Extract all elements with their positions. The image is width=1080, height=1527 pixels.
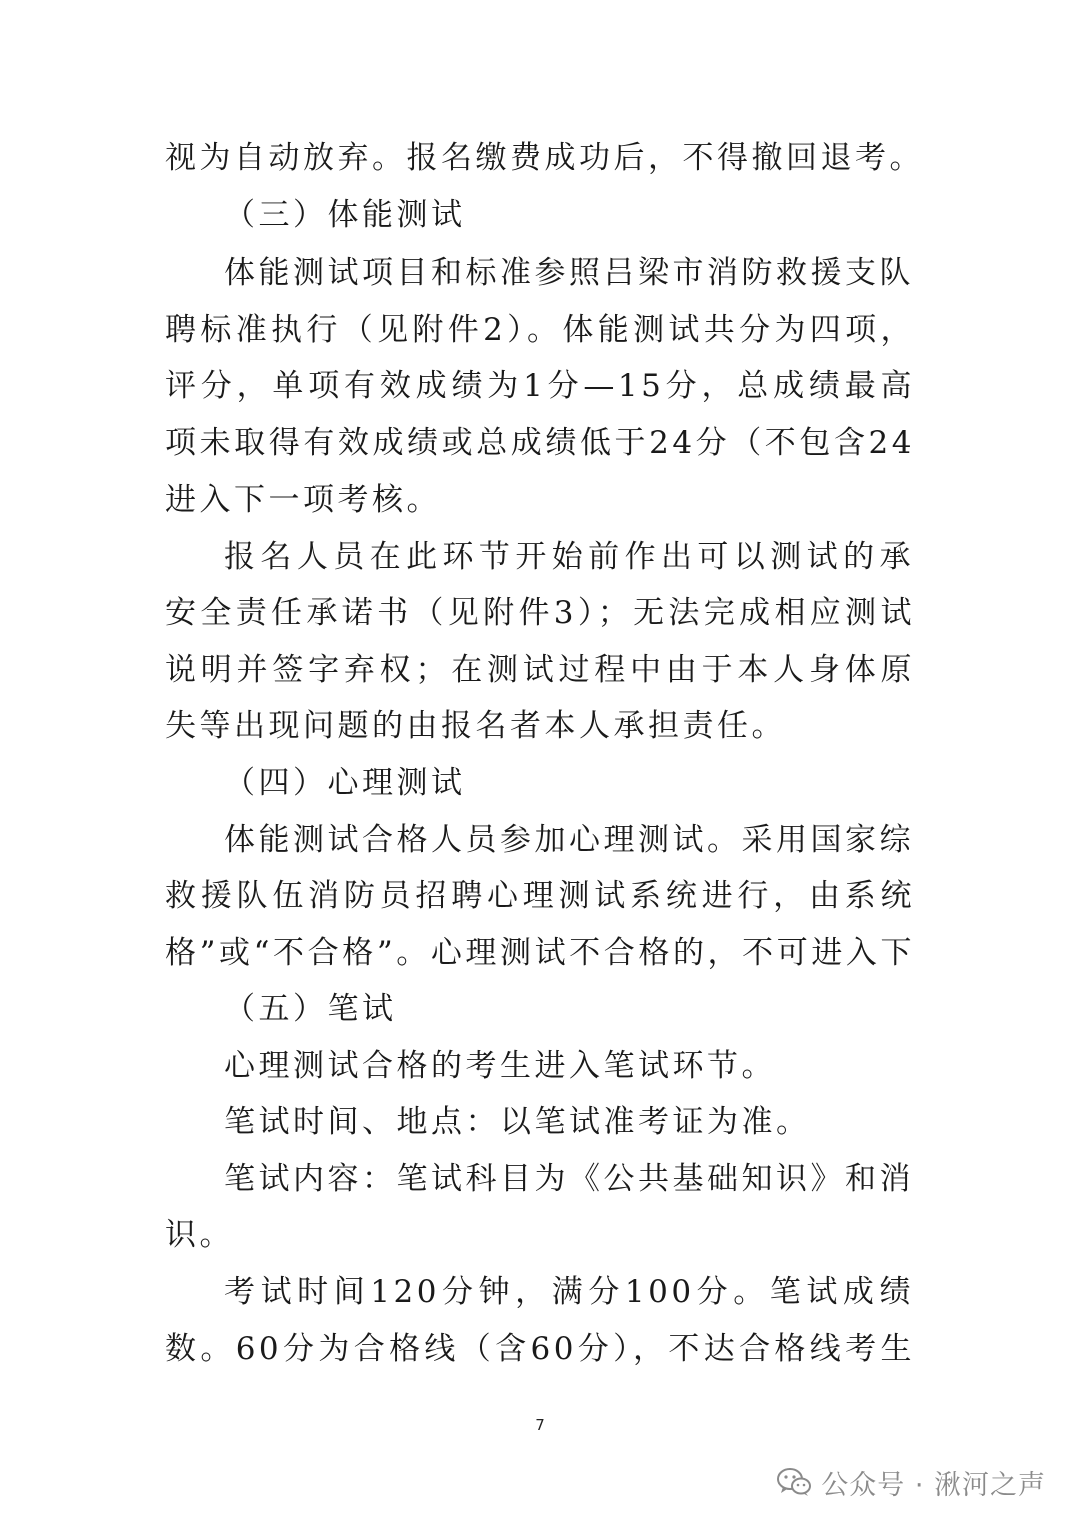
text-line: 考试时间120分钟，满分100分。笔试成绩	[224, 1274, 914, 1310]
text-line: 聘标准执行（见附件2）。体能测试共分为四项，	[165, 312, 915, 348]
text-line: 评分，单项有效成绩为1分—15分，总成绩最高	[165, 368, 915, 404]
watermark-text: 公众号 · 湫河之声	[821, 1469, 1046, 1501]
wechat-icon	[777, 1467, 811, 1497]
text-line: 体能测试合格人员参加心理测试。采用国家综	[224, 822, 914, 858]
watermark	[777, 1461, 1046, 1503]
text-line: 数。60分为合格线（含60分），不达合格线考生	[165, 1331, 915, 1367]
section-heading: （四）心理测试	[224, 765, 466, 801]
text-line: 安全责任承诺书（见附件3）；无法完成相应测试	[165, 595, 915, 631]
text-line: 报名人员在此环节开始前作出可以测试的承	[224, 539, 914, 575]
text-line: 项未取得有效成绩或总成绩低于24分（不包含24	[165, 425, 915, 461]
text-line: 笔试时间、地点：以笔试准考证为准。	[224, 1104, 811, 1140]
section-heading: （五）笔试	[224, 991, 397, 1027]
text-line: 进入下一项考核。	[165, 482, 441, 518]
text-line: 笔试内容：笔试科目为《公共基础知识》和消	[224, 1161, 914, 1197]
text-line: 救援队伍消防员招聘心理测试系统进行，由系统	[165, 878, 915, 914]
section-heading: （三）体能测试	[224, 197, 466, 233]
text-line: 视为自动放弃。报名缴费成功后，不得撤回退考。	[165, 140, 924, 176]
text-line: 失等出现问题的由报名者本人承担责任。	[165, 708, 786, 744]
text-line: 心理测试合格的考生进入笔试环节。	[224, 1048, 776, 1084]
text-line: 体能测试项目和标准参照吕梁市消防救援支队	[224, 255, 914, 291]
page-number: 7	[535, 1416, 545, 1434]
text-line: 格”或“不合格”。心理测试不合格的，不可进入下	[165, 935, 915, 971]
text-line: 识。	[165, 1217, 234, 1253]
text-line: 说明并签字弃权；在测试过程中由于本人身体原	[165, 652, 915, 688]
